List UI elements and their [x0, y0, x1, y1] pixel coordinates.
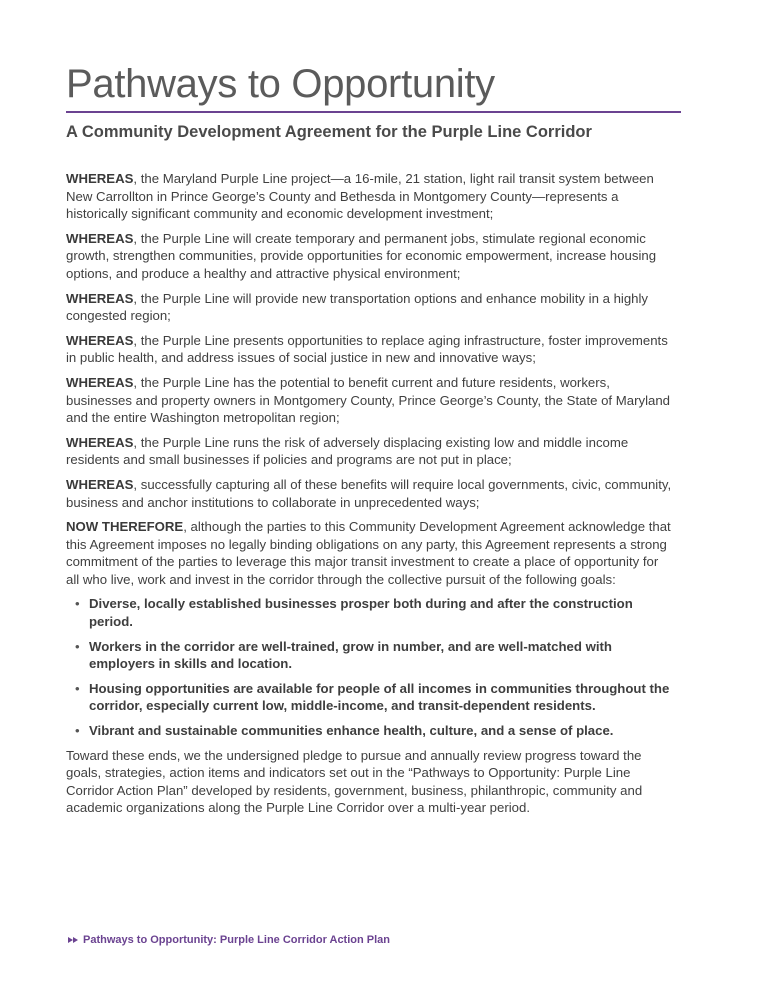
clause-text: , successfully capturing all of these benefits will require local governments, civic, community, business and anchor institutions to collaborate in unprecedented ways;	[66, 476, 672, 510]
clause-lead: WHEREAS	[66, 374, 134, 390]
whereas-clause-2	[66, 230, 672, 283]
bullet-icon: •	[75, 638, 80, 654]
goal-text: Vibrant and sustainable communities enhance health, culture, and a sense of place.	[89, 723, 614, 739]
double-chevron-right-icon	[68, 937, 78, 943]
goal-item	[66, 638, 672, 673]
whereas-clause-6	[66, 434, 672, 469]
clause-lead: WHEREAS	[66, 434, 134, 450]
page-title: Pathways to Opportunity	[66, 62, 495, 106]
whereas-clause-7	[66, 476, 672, 511]
clause-text: , the Purple Line has the potential to benefit current and future residents, workers, businesses and property owners in Montgomery County, Prince George’s County, the State of Maryland and the entire Washington metropolitan region;	[66, 374, 671, 426]
page-footer	[68, 934, 390, 946]
clause-text: , the Purple Line will create temporary and permanent jobs, stimulate regional economic growth, strengthen communities, provide opportunities for economic empowerment, increase housing options, and produce a healthy and attractive physical environment;	[66, 230, 657, 281]
goal-text: Housing opportunities are available for people of all incomes in communities throughout the corridor, especially current low, middle-income, and transit-dependent residents.	[89, 680, 670, 714]
clause-text: , the Purple Line presents opportunities to replace aging infrastructure, foster improvements in public health, and address issues of social justice in new and innovative ways;	[66, 332, 668, 366]
clause-text: , although the parties to this Community Development Agreement acknowledge that this Agreement imposes no legally binding obligations on any party, this Agreement represents a strong commitment of the parties to leverage this major transit investment to create a place of opportunity for all who live, work and invest in the corridor through the collective pursuit of the following goals:	[66, 519, 671, 587]
agreement-body	[66, 170, 672, 824]
bullet-icon: •	[75, 723, 80, 739]
clause-text: , the Purple Line will provide new transportation options and enhance mobility in a highly congested region;	[66, 290, 649, 324]
bullet-icon: •	[75, 596, 80, 612]
goals-list	[66, 595, 672, 739]
page-subtitle: A Community Development Agreement for the Purple Line Corridor	[66, 123, 592, 141]
clause-lead: NOW THEREFORE	[66, 519, 184, 535]
clause-text: , the Purple Line runs the risk of adversely displacing existing low and middle income residents and small businesses if policies and programs are not put in place;	[66, 434, 629, 468]
goal-item	[66, 722, 672, 740]
now-therefore-clause	[66, 518, 672, 588]
footer-text: Pathways to Opportunity: Purple Line Corridor Action Plan	[83, 934, 391, 946]
whereas-clause-4	[66, 332, 672, 367]
goal-text: Workers in the corridor are well-trained, grow in number, and are well-matched with employers in skills and location.	[89, 638, 612, 672]
goal-text: Diverse, locally established businesses prosper both during and after the construction period.	[89, 596, 633, 630]
clause-lead: WHEREAS	[66, 171, 134, 186]
clause-lead: WHEREAS	[66, 476, 134, 492]
bullet-icon: •	[75, 680, 80, 696]
clause-lead: WHEREAS	[66, 332, 134, 348]
whereas-clause-3	[66, 290, 672, 325]
title-divider	[66, 111, 681, 113]
whereas-clause-5	[66, 374, 672, 427]
clause-text: , the Maryland Purple Line project—a 16-mile, 21 station, light rail transit system between New Carrollton in Prince George’s County and Bethesda in Montgomery County—represents a historically significant community and economic development investment;	[66, 171, 654, 222]
goal-item	[66, 680, 672, 715]
goal-item	[66, 595, 672, 630]
clause-lead: WHEREAS	[66, 230, 134, 246]
whereas-clause-1	[66, 170, 672, 223]
clause-lead: WHEREAS	[66, 290, 134, 306]
closing-paragraph: Toward these ends, we the undersigned pledge to pursue and annually review progress toward the goals, strategies, action items and indicators set out in the “Pathways to Opportunity: Purple Line Corridor Action Plan” developed by residents, government, business, philanthropic, community and academic organizations along the Purple Line Corridor over a multi-year period.	[66, 747, 643, 816]
